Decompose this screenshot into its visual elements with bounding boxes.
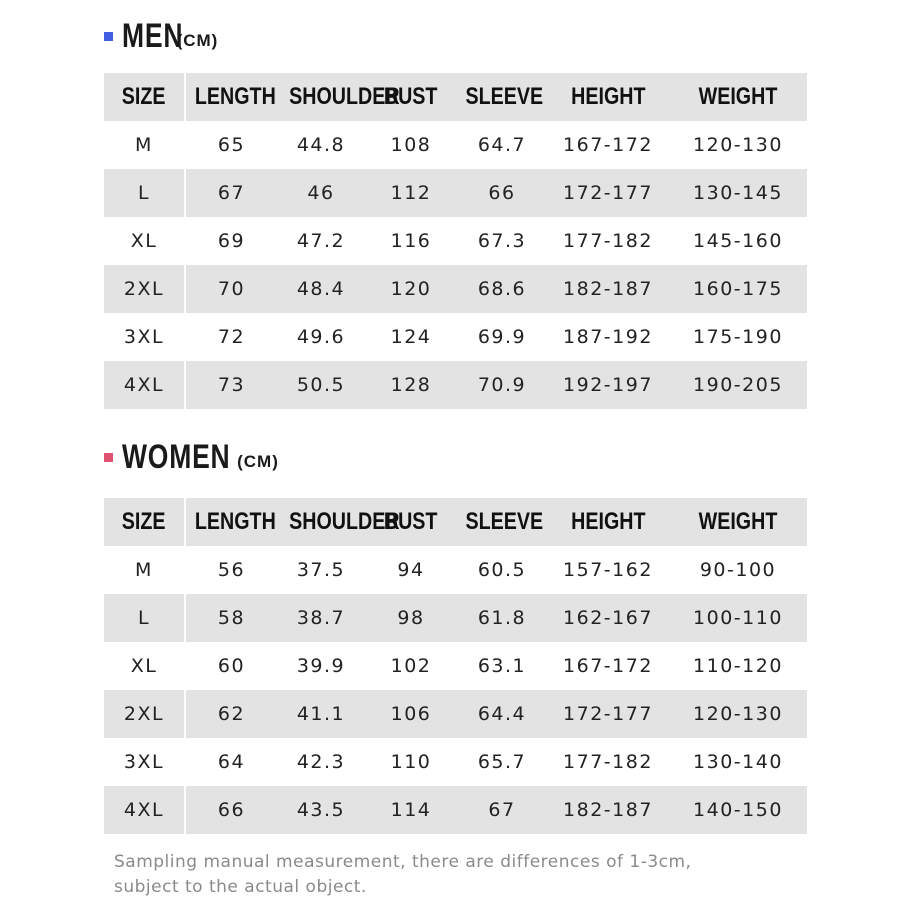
table-row <box>104 169 807 217</box>
bust-cell: 124 <box>390 326 432 348</box>
men-header-shoulder: SHOULDER <box>289 83 400 110</box>
shoulder-cell: 39.9 <box>296 655 346 677</box>
note-line-2: subject to the actual object. <box>114 877 367 897</box>
size-cell: XL <box>104 642 185 690</box>
bust-cell: 102 <box>390 655 432 677</box>
size-cell: 4XL <box>104 361 185 409</box>
sleeve-cell: 61.8 <box>477 607 527 629</box>
weight-cell: 110-120 <box>693 655 783 677</box>
weight-cell: 90-100 <box>699 559 777 581</box>
men-header-bust: BUST <box>384 83 438 110</box>
bust-cell: 114 <box>390 799 432 821</box>
shoulder-cell: 41.1 <box>296 703 346 725</box>
size-cell: 4XL <box>104 786 185 834</box>
size-cell: M <box>104 546 185 594</box>
women-header-length: LENGTH <box>194 508 276 535</box>
table-row <box>104 361 807 409</box>
height-cell: 177-182 <box>563 751 653 773</box>
length-cell: 69 <box>217 230 246 252</box>
length-cell: 56 <box>217 559 246 581</box>
men-header-row <box>104 73 807 121</box>
weight-cell: 190-205 <box>693 374 783 396</box>
sleeve-cell: 60.5 <box>477 559 527 581</box>
sleeve-cell: 67 <box>488 799 516 821</box>
bust-cell: 108 <box>390 134 432 156</box>
weight-cell: 100-110 <box>693 607 783 629</box>
men-title: MEN <box>122 16 184 55</box>
weight-cell: 140-150 <box>693 799 783 821</box>
bust-cell: 120 <box>390 278 432 300</box>
men-marker-square <box>104 32 113 41</box>
height-cell: 157-162 <box>563 559 653 581</box>
weight-cell: 160-175 <box>693 278 783 300</box>
table-row <box>104 690 807 738</box>
women-marker-square <box>104 453 113 462</box>
weight-cell: 130-145 <box>693 182 783 204</box>
bust-cell: 94 <box>397 559 425 581</box>
sleeve-cell: 65.7 <box>477 751 527 773</box>
weight-cell: 130-140 <box>693 751 783 773</box>
shoulder-cell: 48.4 <box>296 278 346 300</box>
weight-cell: 120-130 <box>693 703 783 725</box>
length-cell: 58 <box>217 607 246 629</box>
length-cell: 70 <box>217 278 246 300</box>
size-cell: L <box>104 169 185 217</box>
sleeve-cell: 70.9 <box>477 374 527 396</box>
shoulder-cell: 47.2 <box>296 230 346 252</box>
shoulder-cell: 37.5 <box>296 559 346 581</box>
length-cell: 62 <box>217 703 246 725</box>
women-header-row <box>104 498 807 546</box>
women-title: WOMEN <box>122 437 231 476</box>
men-header-size: SIZE <box>104 73 185 121</box>
size-cell: 2XL <box>104 690 185 738</box>
shoulder-cell: 44.8 <box>296 134 346 156</box>
sleeve-cell: 66 <box>488 182 516 204</box>
shoulder-cell: 49.6 <box>296 326 346 348</box>
size-cell: M <box>104 121 185 169</box>
women-header-size: SIZE <box>104 498 185 546</box>
length-cell: 60 <box>217 655 246 677</box>
men-header-weight: WEIGHT <box>698 83 778 110</box>
bust-cell: 110 <box>390 751 432 773</box>
height-cell: 182-187 <box>563 799 653 821</box>
note-line-1: Sampling manual measurement, there are differences of 1-3cm, <box>114 852 692 872</box>
men-unit: (CM) <box>176 31 219 50</box>
weight-cell: 175-190 <box>693 326 783 348</box>
table-row <box>104 217 807 265</box>
length-cell: 73 <box>217 374 246 396</box>
height-cell: 167-172 <box>563 655 653 677</box>
height-cell: 182-187 <box>563 278 653 300</box>
table-row <box>104 594 807 642</box>
height-cell: 167-172 <box>563 134 653 156</box>
weight-cell: 120-130 <box>693 134 783 156</box>
sleeve-cell: 69.9 <box>477 326 527 348</box>
height-cell: 172-177 <box>563 182 653 204</box>
size-cell: 2XL <box>104 265 185 313</box>
table-row <box>104 265 807 313</box>
women-header-sleeve: SLEEVE <box>465 508 544 535</box>
table-row <box>104 642 807 690</box>
women-section-title <box>104 437 279 477</box>
sleeve-cell: 64.4 <box>477 703 527 725</box>
shoulder-cell: 38.7 <box>296 607 346 629</box>
women-size-table <box>104 498 808 834</box>
bust-cell: 98 <box>397 607 425 629</box>
shoulder-cell: 43.5 <box>296 799 346 821</box>
men-header-sleeve: SLEEVE <box>465 83 544 110</box>
sleeve-cell: 68.6 <box>477 278 527 300</box>
length-cell: 66 <box>217 799 246 821</box>
size-cell: L <box>104 594 185 642</box>
height-cell: 177-182 <box>563 230 653 252</box>
length-cell: 72 <box>217 326 246 348</box>
length-cell: 67 <box>217 182 246 204</box>
length-cell: 65 <box>217 134 246 156</box>
women-header-bust: BUST <box>384 508 438 535</box>
shoulder-cell: 42.3 <box>296 751 346 773</box>
sleeve-cell: 64.7 <box>477 134 527 156</box>
women-header-height: HEIGHT <box>570 508 646 535</box>
length-cell: 64 <box>217 751 246 773</box>
bust-cell: 128 <box>390 374 432 396</box>
size-cell: 3XL <box>104 738 185 786</box>
table-row <box>104 121 807 169</box>
measurement-note <box>114 850 794 900</box>
bust-cell: 106 <box>390 703 432 725</box>
height-cell: 192-197 <box>563 374 653 396</box>
men-header-height: HEIGHT <box>570 83 646 110</box>
table-row <box>104 738 807 786</box>
table-row <box>104 546 807 594</box>
women-header-shoulder: SHOULDER <box>289 508 400 535</box>
height-cell: 187-192 <box>563 326 653 348</box>
height-cell: 162-167 <box>563 607 653 629</box>
size-cell: XL <box>104 217 185 265</box>
table-row <box>104 313 807 361</box>
table-row <box>104 786 807 834</box>
bust-cell: 116 <box>390 230 432 252</box>
women-header-weight: WEIGHT <box>698 508 778 535</box>
men-size-table <box>104 73 808 409</box>
size-cell: 3XL <box>104 313 185 361</box>
weight-cell: 145-160 <box>693 230 783 252</box>
shoulder-cell: 50.5 <box>296 374 346 396</box>
men-section-title <box>104 16 218 56</box>
height-cell: 172-177 <box>563 703 653 725</box>
bust-cell: 112 <box>390 182 432 204</box>
sleeve-cell: 67.3 <box>477 230 527 252</box>
shoulder-cell: 46 <box>307 182 335 204</box>
sleeve-cell: 63.1 <box>477 655 527 677</box>
women-unit: (CM) <box>237 452 279 471</box>
men-header-length: LENGTH <box>194 83 276 110</box>
